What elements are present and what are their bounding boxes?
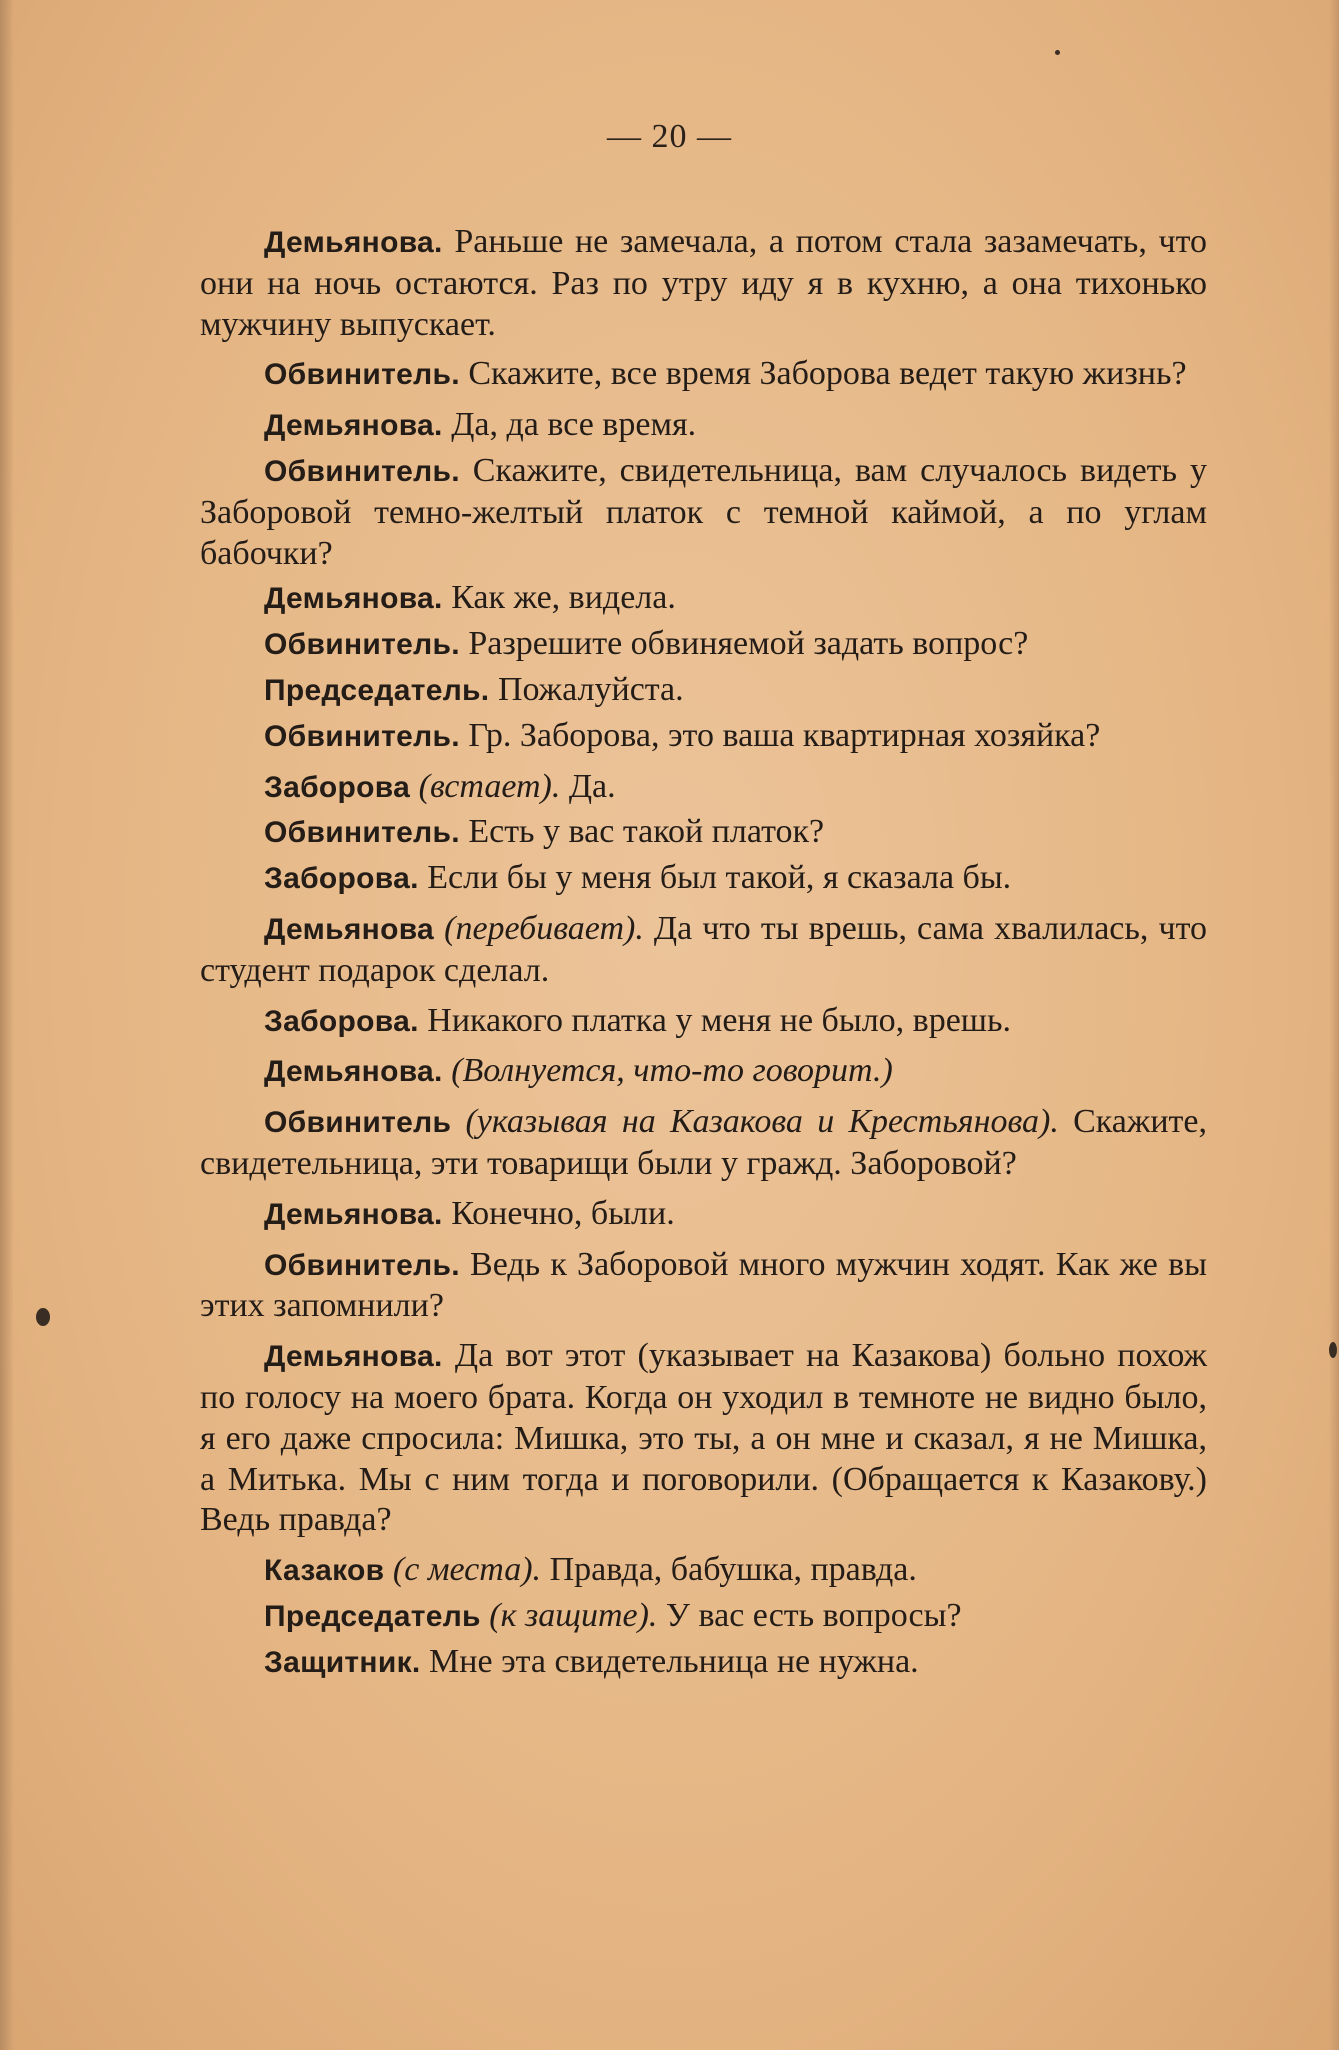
dialogue-paragraph	[200, 578, 1207, 620]
dialogue-paragraph	[200, 858, 1207, 900]
speaker-name: Заборова	[264, 770, 411, 804]
speech-text: Да вот этот (указывает на Казакова) больно похож по голосу на моего брата. Когда он уходил в темноте не видно было, я его даже спросила: Мишка, это ты, а он мне и сказал, я не Мишка, а Митька. Мы с ним тогда и поговорили. (Обращается к Казакову.) Ведь правда?	[200, 1337, 1207, 1539]
speech-text: Ведь к Заборовой много мужчин ходят. Как же вы этих запомнили?	[200, 1245, 1207, 1325]
page-left-edge-shadow	[0, 0, 14, 2050]
speaker-name: Казаков	[264, 1554, 385, 1588]
dialogue-paragraph	[200, 1550, 1207, 1592]
speaker-name: Обвинитель.	[264, 628, 460, 662]
dialogue-paragraph	[200, 812, 1207, 854]
speaker-name: Обвинитель.	[264, 719, 460, 753]
speech-text: Да.	[560, 767, 616, 805]
speaker-name: Обвинитель	[264, 1106, 452, 1140]
speech-text: Скажите, свидетельница, эти товарищи были у гражд. Заборовой?	[200, 1103, 1207, 1182]
speech-text: Да что ты врешь, сама хвалилась, что студент подарок сделал.	[200, 909, 1207, 989]
speech-text: Гр. Заборова, это ваша квартирная хозяйка?	[459, 716, 1101, 754]
page-right-edge-shadow	[1329, 0, 1339, 2050]
speaker-name: Демьянова.	[264, 582, 443, 616]
dialogue-paragraph	[200, 1001, 1207, 1043]
ink-spot	[1329, 1342, 1337, 1358]
dialogue-text	[200, 222, 1207, 1688]
speaker-name: Демьянова.	[264, 1340, 443, 1374]
speaker-name: Председатель.	[264, 673, 490, 707]
ink-spot	[1055, 50, 1060, 55]
speaker-name: Демьянова	[264, 912, 435, 946]
speech-text: Никакого платка у меня не было, врешь.	[418, 1001, 1011, 1039]
speech-text: Да, да все время.	[442, 406, 697, 444]
speech-text: Есть у вас такой платок?	[459, 813, 825, 851]
dialogue-paragraph	[200, 767, 1207, 809]
speech-text: Мне эта свидетельница не нужна.	[420, 1642, 919, 1680]
speaker-name: Демьянова.	[264, 226, 443, 259]
speech-text: Скажите, все время Заборова ведет такую жизнь?	[459, 355, 1187, 393]
speaker-name: Защитник.	[264, 1645, 421, 1679]
dialogue-paragraph	[200, 1336, 1207, 1541]
speaker-name: Демьянова.	[264, 409, 443, 443]
dialogue-paragraph	[200, 1245, 1207, 1328]
speech-text: Если бы у меня был такой, я сказала бы.	[418, 859, 1012, 897]
speech-text: Конечно, были.	[442, 1194, 675, 1232]
speech-text: Как же, видела.	[442, 579, 676, 617]
speaker-name: Обвинитель.	[264, 358, 460, 392]
speech-text: Скажите, свидетельница, вам случалось видеть у Заборовой темно-желтый платок с темной каймой, а по углам бабочки?	[200, 451, 1207, 572]
dialogue-paragraph	[200, 1194, 1207, 1236]
dialogue-paragraph	[200, 451, 1207, 574]
stage-direction: (Волнуется, что-то говорит.)	[442, 1052, 893, 1090]
dialogue-paragraph	[200, 716, 1207, 758]
stage-direction: (с места).	[384, 1551, 542, 1589]
ink-spot	[36, 1308, 50, 1326]
speaker-name: Обвинитель.	[264, 1248, 460, 1282]
speech-text: Раньше не замечала, а потом стала зазамечать, что они на ночь остаются. Раз по утру иду я в кухню, а она тихонько мужчину выпускает.	[200, 223, 1207, 343]
stage-direction: (указывая на Казакова и Крестьянова).	[451, 1103, 1059, 1141]
dialogue-paragraph	[200, 1102, 1207, 1185]
stage-direction: (встает).	[410, 767, 561, 805]
dialogue-paragraph	[200, 405, 1207, 447]
dialogue-paragraph	[200, 222, 1207, 345]
dialogue-paragraph	[200, 1051, 1207, 1093]
speech-text: Пожалуйста.	[489, 670, 684, 708]
speech-text: Правда, бабушка, правда.	[541, 1551, 917, 1589]
dialogue-paragraph	[200, 354, 1207, 396]
speaker-name: Председатель	[264, 1599, 481, 1633]
speaker-name: Заборова.	[264, 1004, 419, 1038]
dialogue-paragraph	[200, 670, 1207, 712]
dialogue-paragraph	[200, 1642, 1207, 1684]
speaker-name: Демьянова.	[264, 1055, 443, 1089]
speech-text: У вас есть вопросы?	[657, 1596, 962, 1634]
speaker-name: Обвинитель.	[264, 816, 460, 850]
speaker-name: Обвинитель.	[264, 454, 460, 488]
stage-direction: (перебивает).	[434, 909, 644, 947]
dialogue-paragraph	[200, 909, 1207, 992]
stage-direction: (к защите).	[480, 1596, 658, 1634]
dialogue-paragraph	[200, 1596, 1207, 1638]
speech-text: Разрешите обвиняемой задать вопрос?	[459, 625, 1029, 663]
page-number: — 20 —	[607, 118, 732, 155]
speaker-name: Демьянова.	[264, 1197, 443, 1231]
dialogue-paragraph	[200, 624, 1207, 666]
speaker-name: Заборова.	[264, 862, 419, 896]
